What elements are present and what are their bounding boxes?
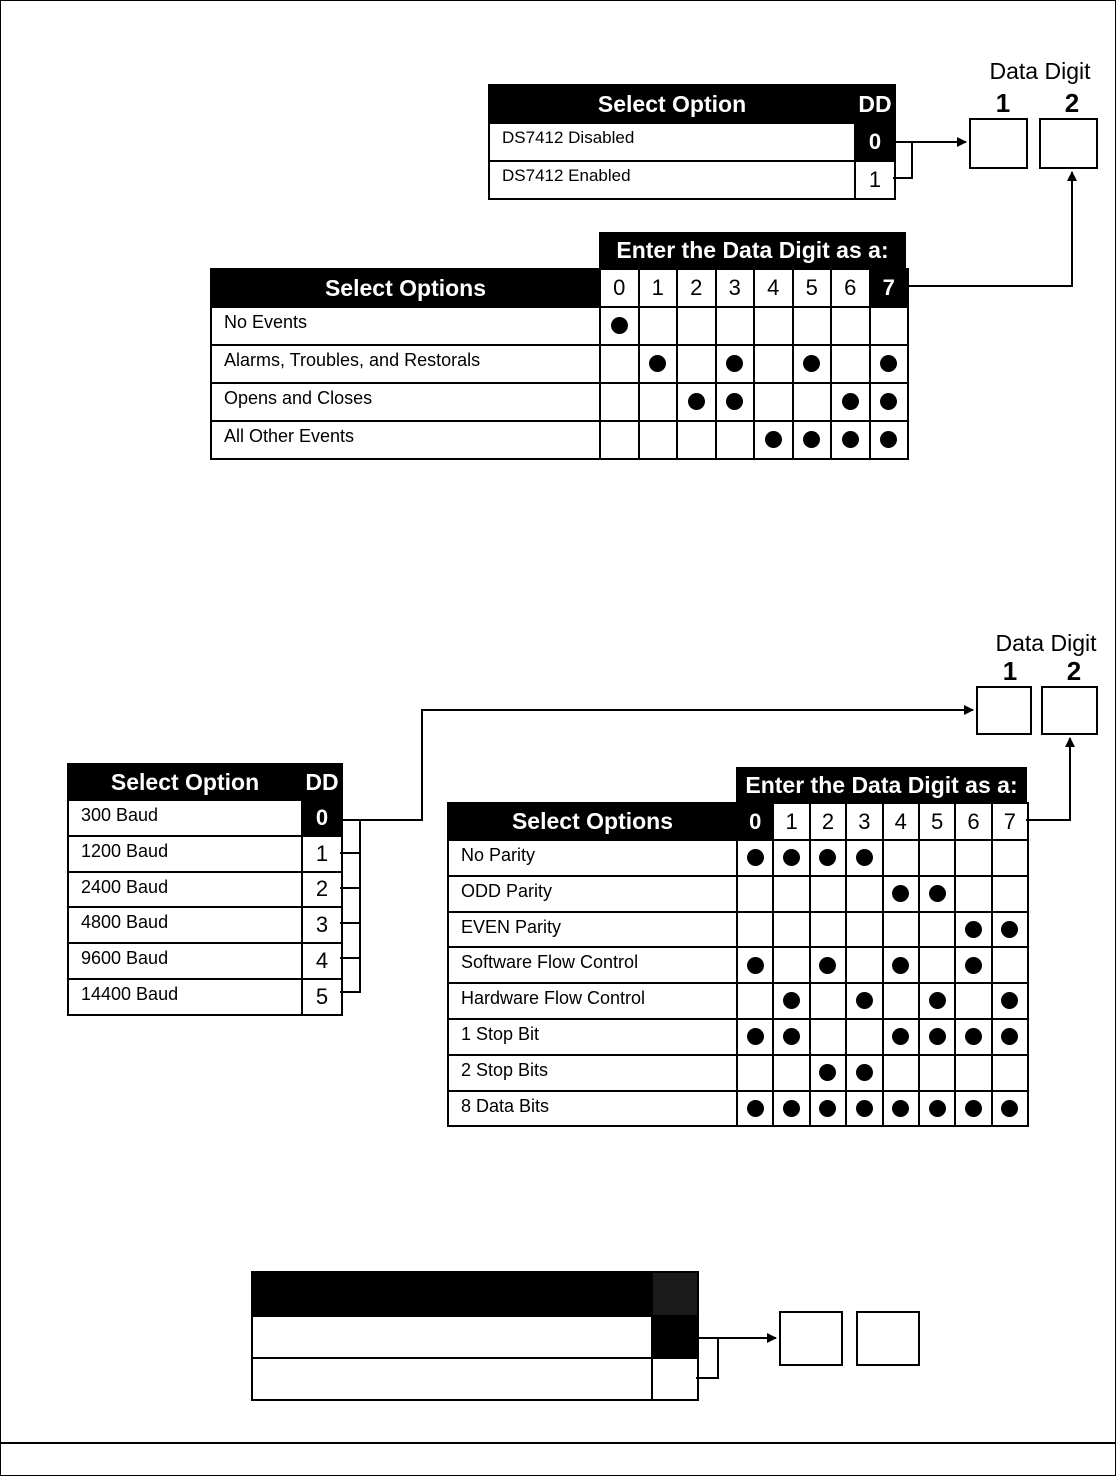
baud-label: 300 Baud [68, 800, 302, 836]
s1-option-label: DS7412 Disabled [489, 123, 855, 161]
s1-option-dd: 0 [855, 123, 895, 161]
s1-enter-data-digit-header: Enter the Data Digit as a: [599, 232, 906, 268]
s1-column-number: 7 [870, 269, 909, 307]
s2-select-option-header: Select Option [68, 764, 302, 800]
s2-column-number: 3 [846, 803, 882, 840]
baud-label: 9600 Baud [68, 943, 302, 979]
option-label: EVEN Parity [448, 912, 737, 948]
s1-data-digit-title: Data Digit [989, 58, 1091, 84]
s2-column-number: 2 [810, 803, 846, 840]
s2-single-bracket [340, 820, 360, 992]
s2-column-number: 1 [773, 803, 809, 840]
s1-data-digit-1-label: 1 [995, 88, 1011, 118]
s1-column-number: 6 [831, 269, 870, 307]
s1-multi-to-digit2-connector [906, 172, 1072, 286]
s2-data-digit-1-label: 1 [1002, 656, 1018, 686]
s1-option-dd: 1 [855, 161, 895, 199]
s2-dd-header: DD [302, 764, 342, 800]
option-label: Software Flow Control [448, 947, 737, 983]
s2-multi-to-digit2-connector [1026, 738, 1070, 820]
s1-select-options-header: Select Options [211, 269, 600, 307]
s2-select-options-header: Select Options [448, 803, 737, 840]
s2-column-number: 4 [883, 803, 919, 840]
s3-bracket-connector [696, 1338, 776, 1378]
baud-label: 2400 Baud [68, 872, 302, 908]
option-label: Hardware Flow Control [448, 983, 737, 1019]
baud-dd: 5 [302, 979, 342, 1015]
option-label: 8 Data Bits [448, 1091, 737, 1127]
option-label: Opens and Closes [211, 383, 600, 421]
s2-column-number: 6 [955, 803, 991, 840]
s1-column-number: 2 [677, 269, 716, 307]
s2-enter-data-digit-header: Enter the Data Digit as a: [736, 767, 1027, 803]
s2-column-number: 0 [737, 803, 773, 840]
baud-dd: 3 [302, 907, 342, 943]
option-label: All Other Events [211, 421, 600, 459]
baud-label: 1200 Baud [68, 836, 302, 872]
s2-column-number: 5 [919, 803, 955, 840]
s1-select-option-header: Select Option [489, 85, 855, 123]
s1-dd-header: DD [855, 85, 895, 123]
s2-data-digit-title: Data Digit [995, 630, 1097, 656]
s2-single-to-digit1-connector [360, 710, 973, 820]
baud-dd: 1 [302, 836, 342, 872]
s1-option-label: DS7412 Enabled [489, 161, 855, 199]
option-label: ODD Parity [448, 876, 737, 912]
option-label: 1 Stop Bit [448, 1019, 737, 1055]
option-label: 2 Stop Bits [448, 1055, 737, 1091]
option-label: Alarms, Troubles, and Restorals [211, 345, 600, 383]
option-label: No Events [211, 307, 600, 345]
s1-single-to-digit1-connector [893, 142, 966, 178]
baud-dd: 0 [302, 800, 342, 836]
baud-label: 4800 Baud [68, 907, 302, 943]
s1-data-digit-2-label: 2 [1064, 88, 1080, 118]
s2-data-digit-2-label: 2 [1066, 656, 1082, 686]
s1-column-number: 0 [600, 269, 639, 307]
s1-column-number: 4 [754, 269, 793, 307]
s1-column-number: 1 [639, 269, 678, 307]
baud-dd: 2 [302, 872, 342, 908]
baud-label: 14400 Baud [68, 979, 302, 1015]
s1-column-number: 3 [716, 269, 755, 307]
s1-column-number: 5 [793, 269, 832, 307]
baud-dd: 4 [302, 943, 342, 979]
option-label: No Parity [448, 840, 737, 876]
s2-column-number: 7 [992, 803, 1028, 840]
